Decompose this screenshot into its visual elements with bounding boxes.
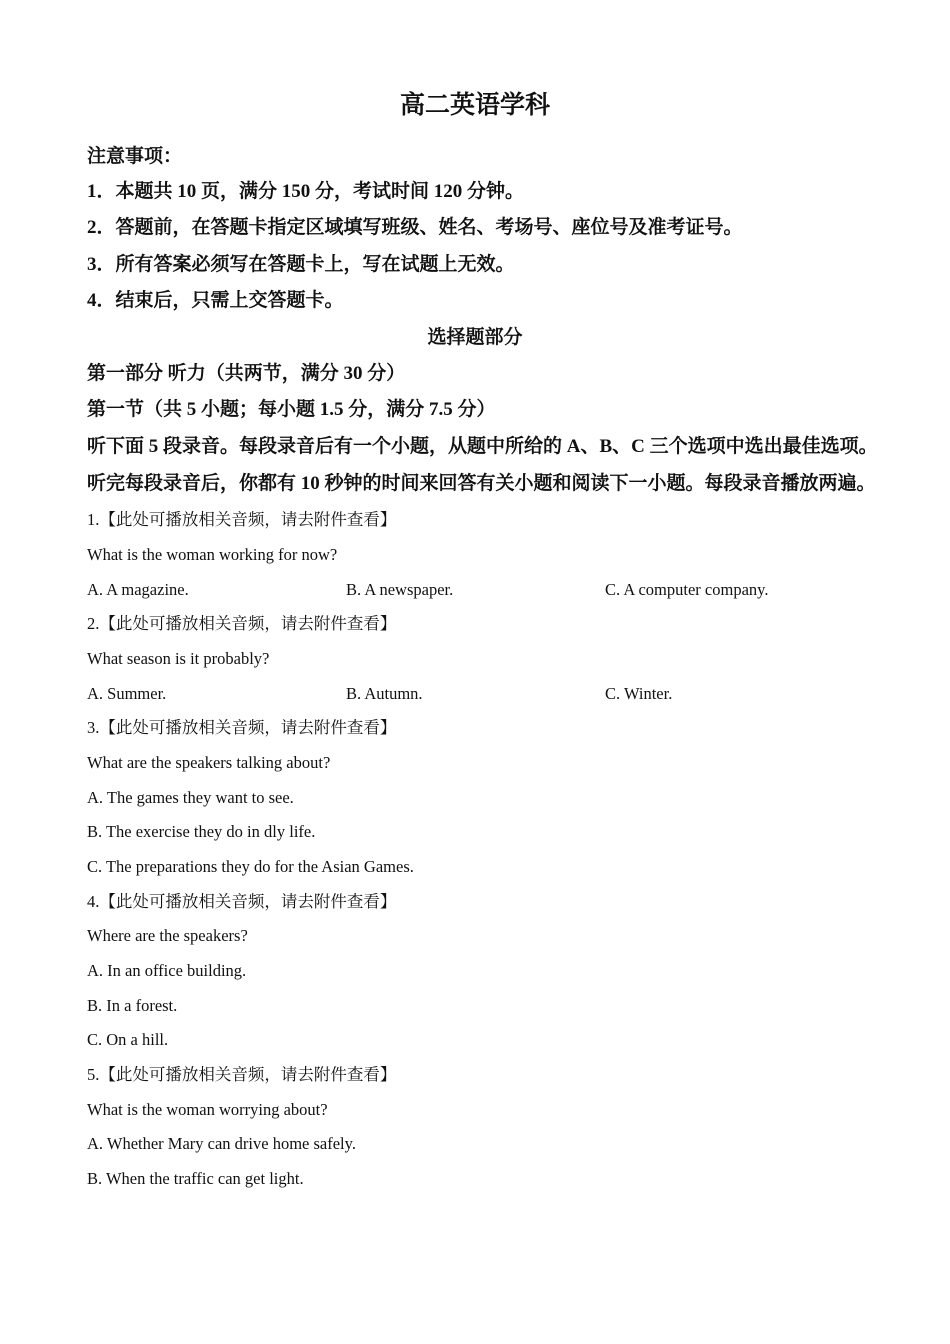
question-4-audio-note: 4.【此处可播放相关音频，请去附件查看】 (87, 892, 397, 911)
notice-item-3: 3．所有答案必须写在答题卡上，写在试题上无效。 (87, 254, 515, 275)
notice-item-4: 4．结束后，只需上交答题卡。 (87, 290, 344, 311)
notice-item-1: 1．本题共 10 页，满分 150 分，考试时间 120 分钟。 (87, 181, 525, 202)
question-3-option-c: C. The preparations they do for the Asian Games. (87, 857, 414, 876)
question-4-text: Where are the speakers? (87, 926, 248, 945)
question-1-text: What is the woman working for now? (87, 545, 338, 564)
question-3-option-b: B. The exercise they do in dly life. (87, 822, 316, 841)
question-4-option-b: B. In a forest. (87, 996, 178, 1015)
question-2-option-b: B. Autumn. (346, 684, 423, 703)
notice-item-2: 2．答题前，在答题卡指定区域填写班级、姓名、考场号、座位号及准考证号。 (87, 217, 743, 238)
notice-heading: 注意事项： (87, 146, 183, 167)
question-4-option-a: A. In an office building. (87, 961, 247, 980)
question-4-option-c: C. On a hill. (87, 1030, 169, 1049)
question-1-options (87, 579, 887, 601)
part-title: 第一部分 听力（共两节，满分 30 分） (87, 363, 406, 384)
question-2-option-c: C. Winter. (605, 684, 673, 703)
instruction-line-2: 听完每段录音后，你都有 10 秒钟的时间来回答有关小题和阅读下一小题。每段录音播放两遍。 (87, 473, 876, 494)
question-2-options (87, 683, 887, 705)
section-title: 选择题部分 (427, 327, 523, 348)
page-title: 高二英语学科 (399, 92, 550, 119)
question-2-text: What season is it probably? (87, 649, 270, 668)
question-3-option-a: A. The games they want to see. (87, 788, 294, 807)
question-1-option-a: A. A magazine. (87, 580, 189, 599)
question-3-text: What are the speakers talking about? (87, 753, 331, 772)
question-1-audio-note: 1.【此处可播放相关音频，请去附件查看】 (87, 510, 397, 529)
question-5-text: What is the woman worrying about? (87, 1100, 328, 1119)
instruction-line-1: 听下面 5 段录音。每段录音后有一个小题，从题中所给的 A、B、C 三个选项中选出最佳选项。 (87, 436, 878, 457)
question-1-option-c: C. A computer company. (605, 580, 769, 599)
question-2-audio-note: 2.【此处可播放相关音频，请去附件查看】 (87, 614, 397, 633)
question-1-option-b: B. A newspaper. (346, 580, 454, 599)
question-3-audio-note: 3.【此处可播放相关音频，请去附件查看】 (87, 718, 397, 737)
question-5-option-b: B. When the traffic can get light. (87, 1169, 304, 1188)
subsection-title: 第一节（共 5 小题；每小题 1.5 分，满分 7.5 分） (87, 399, 496, 420)
question-5-audio-note: 5.【此处可播放相关音频，请去附件查看】 (87, 1065, 397, 1084)
question-5-option-a: A. Whether Mary can drive home safely. (87, 1134, 356, 1153)
question-2-option-a: A. Summer. (87, 684, 167, 703)
